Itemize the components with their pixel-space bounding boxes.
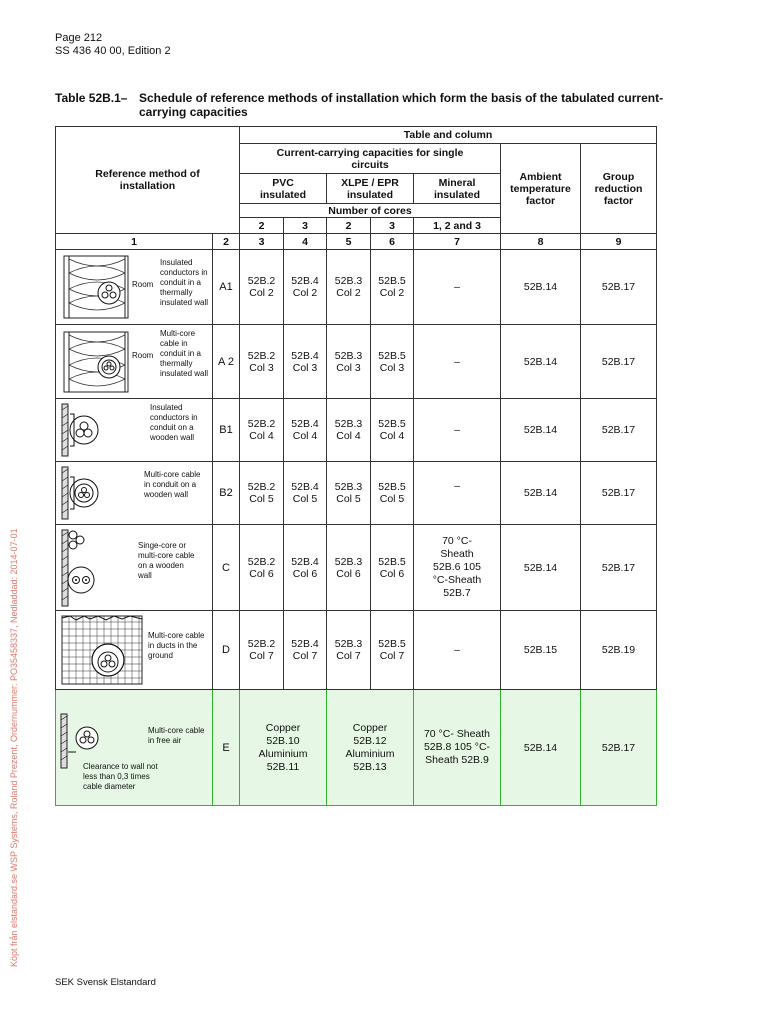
method-description: Insulated conductors in conduit on a wooden wall — [150, 403, 198, 442]
table-cell: 52B.17 — [581, 525, 657, 611]
thermally-insulated-wall-cable-icon — [61, 329, 141, 395]
table-cell: – — [414, 462, 501, 525]
pvc-cell: Copper 52B.10 Aluminium 52B.11 — [240, 690, 327, 806]
table-row — [56, 250, 657, 325]
table-cell: 52B.5 Col 7 — [371, 611, 414, 690]
table-cell: – — [414, 325, 501, 399]
table-cell: 52B.2 Col 4 — [240, 399, 284, 462]
method-description: Multi-core cable in free air — [148, 726, 205, 745]
col-index: 8 — [501, 234, 581, 250]
xlpe-cell: Copper 52B.12 Aluminium 52B.13 — [327, 690, 414, 806]
method-description: Multi-core cable in ducts in the ground — [148, 631, 205, 660]
method-illustration-cell — [56, 399, 213, 462]
table-cell: 52B.2 Col 2 — [240, 250, 284, 325]
table-cell: – — [414, 250, 501, 325]
header-group: Group reduction factor — [581, 144, 657, 234]
table-row — [56, 399, 657, 462]
method-ref: A1 — [213, 250, 240, 325]
ground-duct-icon — [60, 614, 146, 686]
table-cell: 52B.2 Col 7 — [240, 611, 284, 690]
table-cell: 52B.4 Col 4 — [284, 399, 327, 462]
table-cell: 52B.17 — [581, 399, 657, 462]
method-illustration-cell — [56, 690, 213, 806]
table-cell: 70 °C-Sheath 52B.6 105 °C-Sheath 52B.7 — [414, 525, 501, 611]
col-index: 5 — [327, 234, 371, 250]
table-row — [56, 611, 657, 690]
table-cell: 52B.4 Col 7 — [284, 611, 327, 690]
col-index: 4 — [284, 234, 327, 250]
installation-methods-table — [55, 126, 657, 806]
table-cell: 52B.14 — [501, 325, 581, 399]
method-ref: A 2 — [213, 325, 240, 399]
clearance-note: Clearance to wall not less than 0,3 times cable diameter — [83, 762, 158, 791]
cores-cell: 2 — [240, 218, 284, 234]
table-cell: 52B.14 — [501, 462, 581, 525]
table-cell: 52B.14 — [501, 690, 581, 806]
cores-cell: 3 — [284, 218, 327, 234]
table-cell: 52B.4 Col 3 — [284, 325, 327, 399]
standard-id: SS 436 40 00, Edition 2 — [55, 45, 171, 57]
table-cell: 52B.3 Col 2 — [327, 250, 371, 325]
method-illustration-cell — [56, 250, 213, 325]
method-description: Singe-core or multi-core cable on a wooden wall — [138, 541, 195, 580]
header-ref-method: Reference method of installation — [56, 127, 240, 234]
header-ambient: Ambient temperature factor — [501, 144, 581, 234]
method-description: Multi-core cable in conduit on a wooden wall — [144, 470, 201, 499]
method-description: Insulated conductors in conduit in a thermally insulated wall — [160, 258, 209, 307]
table-cell: 52B.5 Col 5 — [371, 462, 414, 525]
table-cell: 52B.17 — [581, 462, 657, 525]
room-label: Room — [132, 280, 154, 289]
table-row — [56, 462, 657, 525]
col-index: 9 — [581, 234, 657, 250]
page-header — [55, 32, 171, 58]
header-pvc: PVC insulated — [240, 174, 327, 204]
table-cell: 52B.3 Col 7 — [327, 611, 371, 690]
room-label: Room — [132, 351, 154, 360]
table-cell: – — [414, 611, 501, 690]
header-cc-single: Current-carrying capacities for single circuits — [240, 144, 501, 174]
method-illustration-cell — [56, 525, 213, 611]
method-illustration-cell — [56, 611, 213, 690]
table-cell: 52B.17 — [581, 325, 657, 399]
col-index: 1 — [56, 234, 213, 250]
wooden-wall-cable-icon — [60, 528, 110, 608]
table-cell: – — [414, 399, 501, 462]
table-cell: 52B.5 Col 4 — [371, 399, 414, 462]
method-description: Multi-core cable in conduit in a thermally insulated wall — [160, 329, 209, 378]
table-cell: 52B.5 Col 6 — [371, 525, 414, 611]
table-cell: 52B.14 — [501, 399, 581, 462]
table-cell: 52B.4 Col 6 — [284, 525, 327, 611]
col-index: 7 — [414, 234, 501, 250]
table-row — [56, 525, 657, 611]
col-index: 3 — [240, 234, 284, 250]
table-number: Table 52B.1– — [55, 91, 128, 105]
table-cell: 52B.5 Col 2 — [371, 250, 414, 325]
table-cell: 52B.17 — [581, 250, 657, 325]
table-row — [56, 325, 657, 399]
table-cell: 52B.3 Col 3 — [327, 325, 371, 399]
footer-publisher: SEK Svensk Elstandard — [55, 977, 156, 988]
method-ref: D — [213, 611, 240, 690]
table-row-highlighted — [56, 690, 657, 806]
table-cell: 52B.14 — [501, 525, 581, 611]
table-cell: 52B.3 Col 4 — [327, 399, 371, 462]
table-caption-text: Schedule of reference methods of installation which form the basis of the tabulated current-carrying capacities — [139, 91, 664, 119]
table-cell: 52B.2 Col 3 — [240, 325, 284, 399]
method-ref: C — [213, 525, 240, 611]
cores-cell: 3 — [371, 218, 414, 234]
download-stamp: Köpt från elstandard.se WSP Systems, Roland Prezent, Ordernummer: PO35458337, Nedladdad: 2014-07-01 — [9, 528, 19, 967]
thermally-insulated-wall-conduit-icon — [61, 253, 141, 321]
col-index: 2 — [213, 234, 240, 250]
table-cell: 52B.3 Col 5 — [327, 462, 371, 525]
table-cell: 52B.2 Col 5 — [240, 462, 284, 525]
method-ref: B2 — [213, 462, 240, 525]
table-cell: 52B.15 — [501, 611, 581, 690]
header-xlpe: XLPE / EPR insulated — [327, 174, 414, 204]
cores-cell: 2 — [327, 218, 371, 234]
col-index: 6 — [371, 234, 414, 250]
page-number: Page 212 — [55, 32, 103, 44]
table-cell: 52B.3 Col 6 — [327, 525, 371, 611]
header-mineral: Mineral insulated — [414, 174, 501, 204]
table-cell: 52B.5 Col 3 — [371, 325, 414, 399]
table-cell: 52B.14 — [501, 250, 581, 325]
method-ref: B1 — [213, 399, 240, 462]
cores-cell: 1, 2 and 3 — [414, 218, 501, 234]
table-cell: 52B.17 — [581, 690, 657, 806]
method-illustration-cell — [56, 462, 213, 525]
header-table-column: Table and column — [240, 127, 657, 144]
header-num-cores: Number of cores — [240, 204, 501, 218]
table-cell: 70 °C- Sheath 52B.8 105 °C- Sheath 52B.9 — [414, 690, 501, 806]
method-illustration-cell — [56, 325, 213, 399]
table-cell: 52B.2 Col 6 — [240, 525, 284, 611]
table-cell: 52B.4 Col 2 — [284, 250, 327, 325]
method-ref: E — [213, 690, 240, 806]
table-caption — [55, 91, 675, 119]
table-cell: 52B.4 Col 5 — [284, 462, 327, 525]
table-cell: 52B.19 — [581, 611, 657, 690]
wooden-wall-conduit-icon — [60, 402, 110, 458]
wooden-wall-cable-conduit-icon — [60, 465, 110, 521]
